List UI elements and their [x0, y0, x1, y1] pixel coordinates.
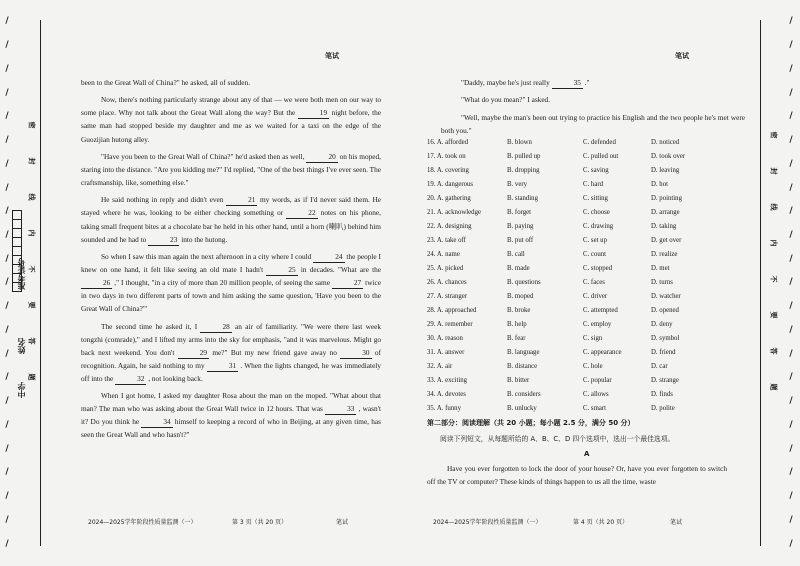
margin-slash: /	[789, 206, 793, 217]
margin-slash: /	[5, 253, 9, 264]
option-cell: B. language	[507, 349, 540, 356]
option-cell: B. call	[507, 251, 525, 258]
margin-slash: /	[789, 301, 793, 312]
option-cell: C. stopped	[583, 265, 613, 272]
option-cell: C. faces	[583, 279, 605, 286]
option-cell: D. took over	[651, 153, 686, 160]
margin-slash: /	[789, 538, 793, 549]
page3-footer-subject: 笔试	[336, 519, 349, 526]
margin-slash: /	[789, 372, 793, 383]
option-cell: 25. A. picked	[427, 265, 464, 272]
margin-slash: /	[789, 467, 793, 478]
option-cell: D. pointing	[651, 195, 682, 202]
blank-29: 29	[178, 348, 209, 359]
page4-paragraph: "Daddy, maybe he's just really 35 ."	[461, 78, 590, 87]
option-cell: B. help	[507, 321, 527, 328]
option-cell: C. pulled out	[583, 153, 619, 160]
option-row	[427, 377, 707, 391]
page3-paragraph: When I got home, I asked my daughter Rosa about the man on the moped. "What about that man? The man who was asking about the Great Wall twice in 12 hours. That was 33 , wasn't it? Do you think he 34 himself to keeping a record of who in Beijing, at any given time, has seen the Great Wall and who hasn't?"	[81, 391, 381, 440]
option-cell: 31. A. answer	[427, 349, 465, 356]
seal-char: 封	[769, 167, 778, 175]
school-label: 中学	[17, 382, 26, 398]
seal-char: 要	[769, 311, 778, 319]
option-cell: D. car	[651, 363, 668, 370]
blank-26: 26	[81, 278, 112, 289]
option-row	[427, 321, 707, 335]
margin-slash: /	[789, 514, 793, 525]
option-cell: B. moped	[507, 293, 534, 300]
option-cell: C. appearance	[583, 349, 622, 356]
margin-slash: /	[5, 467, 9, 478]
margin-slash: /	[789, 135, 793, 146]
option-row	[427, 209, 707, 223]
option-cell: B. blown	[507, 139, 532, 146]
name-label: 姓名	[17, 338, 26, 354]
blank-25: 25	[266, 265, 297, 276]
seal-char: 线	[27, 193, 36, 201]
option-cell: C. smart	[583, 405, 607, 412]
page4-footer-subject: 笔试	[670, 519, 683, 526]
option-row	[427, 223, 707, 237]
page3-passage	[81, 76, 381, 446]
margin-slash: /	[789, 87, 793, 98]
seal-char: 不	[27, 265, 36, 273]
option-cell: 19. A. dangerous	[427, 181, 474, 188]
blank-22: 22	[286, 208, 317, 219]
option-row	[427, 265, 707, 279]
option-row	[427, 195, 707, 209]
option-cell: C. count	[583, 251, 607, 258]
option-cell: D. friend	[651, 349, 676, 356]
page4-paragraph: "Well, maybe the man's been out trying to practice his English and the two people he's met were both you."	[441, 112, 745, 135]
right-margin-line	[760, 20, 761, 546]
exam-number-label: 准考证号	[17, 258, 26, 290]
option-cell: B. dropping	[507, 167, 540, 174]
option-cell: B. bitter	[507, 377, 530, 384]
right-binding-margin	[760, 10, 800, 556]
right-slash-column	[784, 10, 798, 556]
margin-slash: /	[5, 229, 9, 240]
option-cell: D. noticed	[651, 139, 680, 146]
option-cell: D. opened	[651, 307, 679, 314]
margin-slash: /	[5, 87, 9, 98]
option-cell: C. hard	[583, 181, 604, 188]
margin-slash: /	[5, 491, 9, 502]
page3-paragraph: been to the Great Wall of China?" he asked, all of sudden.	[81, 78, 251, 87]
margin-slash: /	[5, 111, 9, 122]
option-row	[427, 293, 707, 307]
option-row	[427, 363, 707, 377]
blank-32: 32	[115, 374, 146, 385]
option-cell: 28. A. approached	[427, 307, 477, 314]
option-cell: C. drawing	[583, 223, 614, 230]
seal-char: 内	[27, 229, 36, 237]
page3-footer-title: 2024—2025学年阶段性质量监测（一）	[88, 519, 197, 526]
margin-slash: /	[5, 348, 9, 359]
page3-footer-pageno: 第 3 页（共 20 页）	[232, 519, 288, 526]
page3-paragraph: The second time he asked it, I 28 an air of familiarity. "We were there last week tongzhi (comrade)," and I lifted my arms into the sky for emphasis, "and it was marvelous. Might go back next weekend. You don't 29 me?" But my new friend gave away no 30 of recognition. Again, he said nothing to my 31 . When the lights changed, he was immediately off into the 32 , not looking back.	[81, 321, 381, 383]
margin-slash: /	[789, 111, 793, 122]
page3-paragraph: "Have you been to the Great Wall of China?" he'd asked then as well, 20 on his moped, staring into the distance. "Are you kidding me?" I'd replied, "One of the best things I've ever seen. The craftsmanship, like, something else."	[81, 151, 381, 188]
margin-slash: /	[789, 182, 793, 193]
option-cell: C. hole	[583, 363, 603, 370]
option-cell: D. leaving	[651, 167, 680, 174]
seal-char: 不	[769, 275, 778, 283]
option-cell: 34. A. devotes	[427, 391, 466, 398]
page3-paragraph: Now, there's nothing particularly strange about any of that — we were both men on our way to some place. Why not talk about the Great Wall along the way? But the 19 night before, the same man had stopped beside my daughter and me as we waited for a taxi on the edge of the Guozijian hutong alley.	[81, 95, 381, 144]
option-row	[427, 153, 707, 167]
blank-19: 19	[298, 108, 329, 119]
blank-33: 33	[325, 404, 356, 415]
option-cell: B. put off	[507, 237, 534, 244]
option-cell: 32. A. air	[427, 363, 453, 370]
margin-slash: /	[789, 396, 793, 407]
margin-slash: /	[5, 16, 9, 27]
option-cell: B. fear	[507, 335, 526, 342]
option-cell: 20. A. gathering	[427, 195, 471, 202]
option-cell: C. sitting	[583, 195, 608, 202]
passage-a-text: Have you ever forgotten to lock the door of your house? Or, have you ever forgotten to switch off the TV or computer? These kinds of things happen to us all the time, waste	[427, 464, 727, 487]
option-cell: 29. A. remember	[427, 321, 473, 328]
option-cell: 17. A. took on	[427, 153, 466, 160]
page4-header: 笔试	[675, 52, 689, 60]
seal-char: 线	[769, 203, 778, 211]
margin-slash: /	[789, 443, 793, 454]
page4-footer-title: 2024—2025学年阶段性质量监测（一）	[433, 519, 542, 526]
blank-35: 35	[552, 78, 583, 89]
page4-paragraph: "What do you mean?" I asked.	[461, 95, 551, 105]
option-cell: D. get over	[651, 237, 682, 244]
option-cell: 22. A. designing	[427, 223, 472, 230]
margin-slash: /	[5, 419, 9, 430]
blank-28: 28	[200, 322, 231, 333]
option-cell: B. pulled up	[507, 153, 541, 160]
seal-char: 题	[769, 383, 778, 391]
option-cell: 16. A. afforded	[427, 139, 469, 146]
option-cell: 18. A. covering	[427, 167, 469, 174]
margin-slash: /	[5, 182, 9, 193]
margin-slash: /	[789, 229, 793, 240]
option-cell: B. made	[507, 265, 530, 272]
page3-header: 笔试	[325, 52, 339, 60]
blank-21: 21	[226, 195, 257, 206]
passage-label: A	[584, 450, 590, 458]
option-row	[427, 139, 707, 153]
option-cell: 23. A. take off	[427, 237, 466, 244]
seal-char: 封	[27, 157, 36, 165]
margin-slash: /	[789, 419, 793, 430]
option-cell: D. polite	[651, 405, 675, 412]
margin-slash: /	[789, 277, 793, 288]
page4-footer-pageno: 第 4 页（共 20 页）	[573, 519, 629, 526]
option-row	[427, 391, 707, 405]
blank-34: 34	[141, 417, 172, 428]
option-cell: B. considers	[507, 391, 541, 398]
option-cell: C. attempted	[583, 307, 618, 314]
section-title: 第二部分：阅读理解（共 20 小题；每小题 2.5 分，满分 50 分）	[427, 419, 635, 427]
option-cell: B. very	[507, 181, 528, 188]
margin-slash: /	[789, 158, 793, 169]
option-cell: B. paying	[507, 223, 534, 230]
margin-slash: /	[5, 301, 9, 312]
option-row	[427, 167, 707, 181]
option-cell: C. defended	[583, 139, 616, 146]
page3-paragraph: He said nothing in reply and didn't even 21 my words, as if I'd never said them. He stayed where he was, looking to be either checking something or 22 notes on his phone, taking small frequent bites at a chocolate bar he held in his other hand, until a horn (喇叭) behind him sounded and he had to 23 into the hutong.	[81, 195, 381, 244]
margin-slash: /	[5, 277, 9, 288]
margin-slash: /	[789, 16, 793, 27]
blank-27: 27	[332, 278, 363, 289]
option-cell: 24. A. name	[427, 251, 460, 258]
margin-slash: /	[5, 206, 9, 217]
margin-slash: /	[789, 491, 793, 502]
option-cell: C. set up	[583, 237, 607, 244]
blank-23: 23	[148, 235, 179, 246]
option-row	[427, 335, 707, 349]
option-cell: D. deny	[651, 321, 673, 328]
option-cell: C. sign	[583, 335, 603, 342]
option-cell: B. standing	[507, 195, 538, 202]
margin-slash: /	[5, 158, 9, 169]
option-cell: B. forget	[507, 209, 532, 216]
seal-char: 密	[27, 121, 36, 129]
option-cell: D. symbol	[651, 335, 680, 342]
option-row	[427, 237, 707, 251]
option-cell: D. strange	[651, 377, 679, 384]
option-cell: C. popular	[583, 377, 612, 384]
option-row	[427, 251, 707, 265]
option-cell: D. realize	[651, 251, 678, 258]
margin-slash: /	[5, 372, 9, 383]
seal-char: 要	[27, 301, 36, 309]
option-cell: D. turns	[651, 279, 673, 286]
blank-30: 30	[340, 348, 371, 359]
option-cell: D. arrange	[651, 209, 680, 216]
section-instruction: 阅读下列短文，从每题所给的 A、B、C、D 四个选项中，选出一个最佳选项。	[440, 435, 675, 443]
option-cell: C. allows	[583, 391, 609, 398]
margin-slash: /	[5, 514, 9, 525]
margin-slash: /	[5, 40, 9, 51]
option-cell: D. taking	[651, 223, 677, 230]
option-cell: 33. A. exciting	[427, 377, 468, 384]
margin-slash: /	[5, 396, 9, 407]
option-cell: 26. A. chances	[427, 279, 467, 286]
option-row	[427, 349, 707, 363]
margin-slash: /	[789, 40, 793, 51]
blank-31: 31	[207, 361, 238, 372]
option-cell: D. met	[651, 265, 670, 272]
option-cell: C. choose	[583, 209, 610, 216]
option-cell: 30. A. reason	[427, 335, 463, 342]
option-cell: 27. A. stranger	[427, 293, 468, 300]
option-cell: D. watcher	[651, 293, 681, 300]
option-cell: D. hot	[651, 181, 668, 188]
seal-char: 答	[27, 337, 36, 345]
options-table	[427, 139, 707, 419]
option-cell: C. saving	[583, 167, 609, 174]
option-cell: D. finds	[651, 391, 673, 398]
option-row	[427, 405, 707, 419]
option-cell: 35. A. funny	[427, 405, 461, 412]
option-cell: B. broke	[507, 307, 531, 314]
margin-slash: /	[789, 348, 793, 359]
option-row	[427, 279, 707, 293]
margin-slash: /	[5, 538, 9, 549]
option-cell: B. questions	[507, 279, 541, 286]
margin-slash: /	[789, 253, 793, 264]
option-cell: 21. A. acknowledge	[427, 209, 481, 216]
seal-char: 答	[769, 347, 778, 355]
margin-slash: /	[5, 63, 9, 74]
page3-paragraph: So when I saw this man again the next afternoon in a city where I could 24 the people I knew on one hand, it felt like seeing an old mate I hadn't 25 in decades. "What are the 26 ," I thought, "in a city of more than 20 million people, of seeing the same 27 twice in two days in two different parts of town and him asking the same question, 'Have you been to the Great Wall of China?'"	[81, 251, 381, 314]
margin-slash: /	[789, 324, 793, 335]
margin-slash: /	[5, 324, 9, 335]
margin-slash: /	[5, 135, 9, 146]
seal-char: 题	[27, 373, 36, 381]
margin-slash: /	[5, 443, 9, 454]
seal-char: 密	[769, 131, 778, 139]
option-cell: B. unlucky	[507, 405, 537, 412]
page4-passage	[441, 76, 745, 141]
seal-char: 内	[769, 239, 778, 247]
blank-20: 20	[306, 152, 337, 163]
option-cell: C. driver	[583, 293, 608, 300]
margin-slash: /	[789, 63, 793, 74]
option-cell: B. distance	[507, 363, 538, 370]
option-cell: C. employ	[583, 321, 612, 328]
option-row	[427, 181, 707, 195]
option-row	[427, 307, 707, 321]
blank-24: 24	[313, 252, 344, 263]
